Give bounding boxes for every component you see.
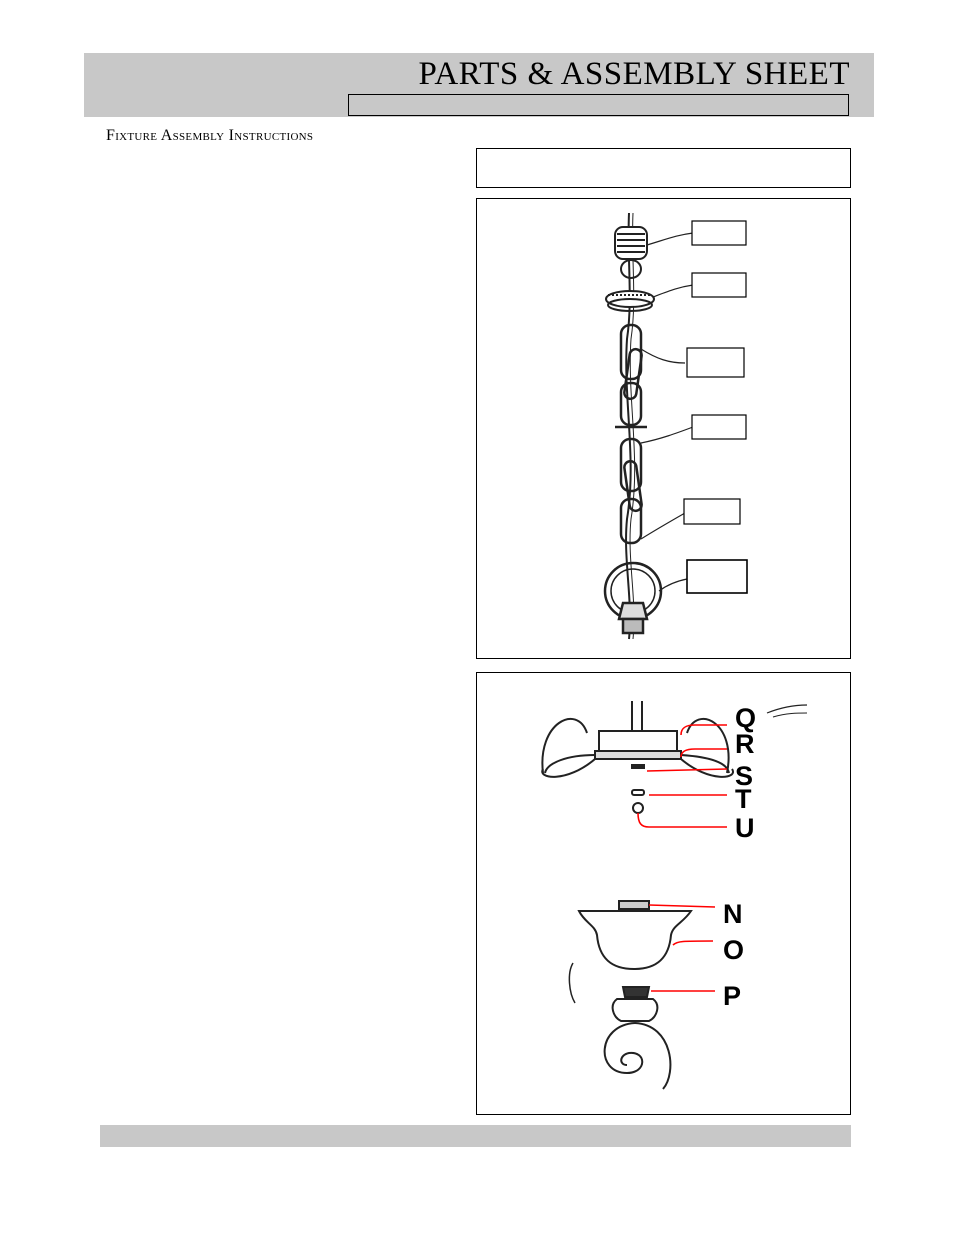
part-label-s: S bbox=[735, 761, 754, 791]
fixture-body-upper bbox=[542, 701, 733, 813]
part-label-r: R bbox=[735, 729, 755, 759]
chain-label-box-2 bbox=[692, 273, 746, 297]
part-label-p: P bbox=[723, 981, 742, 1011]
footer-band bbox=[100, 1125, 851, 1147]
parts-diagram bbox=[477, 673, 850, 1114]
chain-diagram-panel bbox=[476, 198, 851, 659]
chain-label-box-3 bbox=[687, 348, 744, 377]
page-title: PARTS & ASSEMBLY SHEET bbox=[418, 56, 850, 92]
collar-nut bbox=[606, 291, 654, 311]
chain-label-box-5 bbox=[684, 499, 740, 524]
part-label-u: U bbox=[735, 813, 755, 843]
section-heading: Fixture Assembly Instructions bbox=[106, 127, 314, 144]
chain bbox=[615, 325, 647, 543]
part-label-q: Q bbox=[735, 703, 757, 733]
header-subtitle-box bbox=[348, 94, 849, 116]
chain-label-box-4 bbox=[692, 415, 746, 439]
chain-label-box-6 bbox=[687, 560, 747, 593]
part-label-o: O bbox=[723, 935, 745, 965]
part-label-n: N bbox=[723, 899, 743, 929]
chain-label-box-1 bbox=[692, 221, 746, 245]
parts-diagram-panel bbox=[476, 672, 851, 1115]
chain-diagram bbox=[477, 199, 850, 658]
hook-coil bbox=[615, 227, 647, 278]
part-label-t: T bbox=[735, 784, 752, 814]
fixture-body-lower bbox=[569, 901, 691, 1089]
caption-box bbox=[476, 148, 851, 188]
chain-leader-lines bbox=[641, 233, 693, 591]
